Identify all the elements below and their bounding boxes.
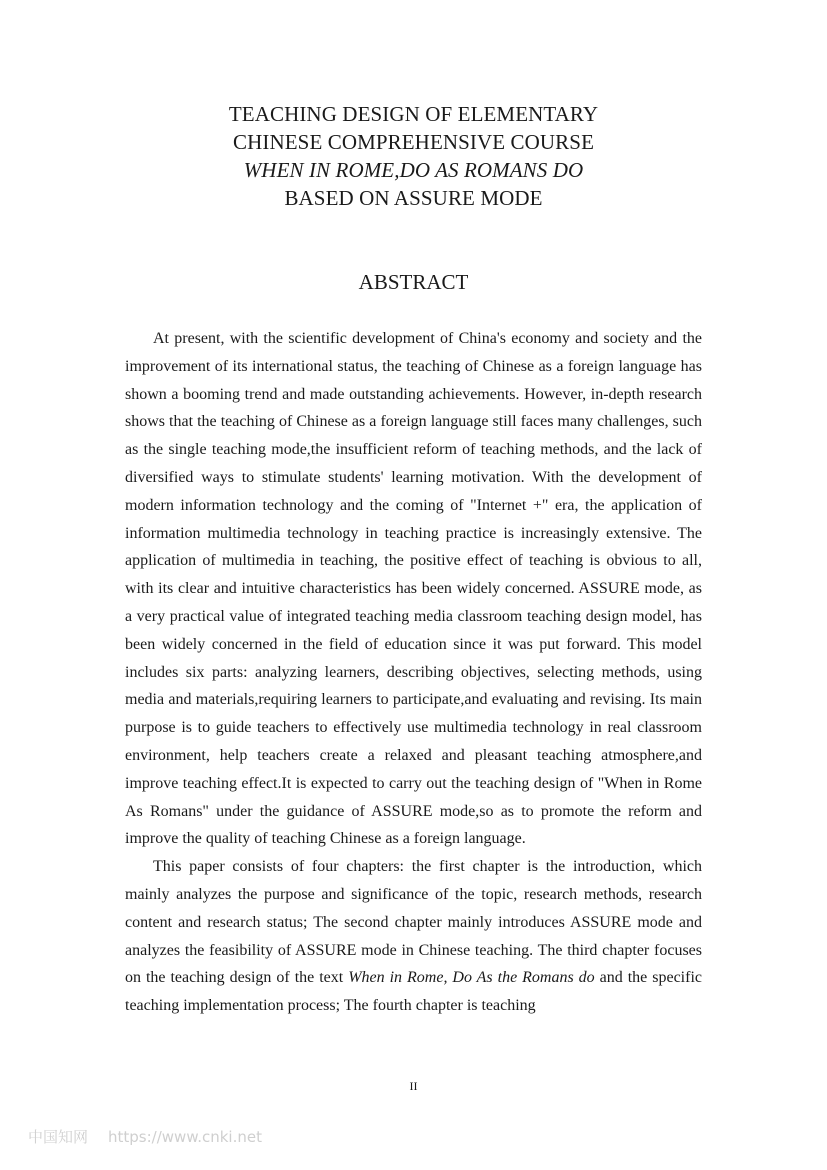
watermark-name: 中国知网 (28, 1128, 89, 1146)
paragraph-2-text-b: and the specific teaching implementation process; The fourth chapter is teaching (125, 969, 703, 1015)
title-line-3-italic: WHEN IN ROME,DO AS ROMANS DO (243, 158, 584, 182)
watermark-url: https://www.cnki.net (108, 1128, 262, 1146)
title-line-1: TEACHING DESIGN OF ELEMENTARY (228, 102, 599, 126)
abstract-body (125, 325, 702, 1020)
title-line-2: CHINESE COMPREHENSIVE COURSE (233, 130, 594, 154)
abstract-paragraph-1: At present, with the scientific development of China's economy and society and the improvement of its international status, the teaching of Chinese as a foreign language has shown a booming trend and made outstanding achievements. However, in-depth research shows that the teaching of Chinese as a foreign language still faces many challenges, such as the single teaching mode,the insufficient reform of teaching methods, and the lack of diversified ways to stimulate students' learning motivation. With the development of modern information technology and the coming of "Internet +" era, the application of information multimedia technology in teaching practice is increasingly extensive. The application of multimedia in teaching, the positive effect of teaching is obvious to all, with its clear and intuitive characteristics has been widely concerned. ASSURE mode, as a very practical value of integrated teaching media classroom teaching design model, has been widely concerned in the field of education since it was put forward. This model includes six parts: analyzing learners, describing objectives, selecting methods, using media and materials,requiring learners to participate,and evaluating and revising. Its main purpose is to guide teachers to effectively use multimedia technology in real classroom environment, help teachers create a relaxed and pleasant teaching atmosphere,and improve teaching effect.It is expected to carry out the teaching design of "When in Rome As Romans" under the guidance of ASSURE mode,so as to promote the reform and improve the quality of teaching Chinese as a foreign language. (125, 330, 702, 848)
title-line-4: BASED ON ASSURE MODE (284, 186, 543, 210)
paragraph-2-text-a: This paper consists of four chapters: the first chapter is the introduction, which mainly analyzes the purpose and significance of the topic, research methods, research content and research status; The second chapter mainly introduces ASSURE mode and analyzes the feasibility of ASSURE mode in Chinese teaching. The third chapter focuses on the teaching design of the text (125, 858, 702, 987)
page-number: II (409, 1079, 418, 1093)
paragraph-2-italic-title: When in Rome, Do As the Romans do (348, 969, 595, 987)
abstract-paragraph-2 (125, 853, 702, 1020)
thesis-title (0, 100, 827, 212)
cnki-watermark (28, 1126, 262, 1147)
abstract-heading: ABSTRACT (358, 270, 469, 294)
